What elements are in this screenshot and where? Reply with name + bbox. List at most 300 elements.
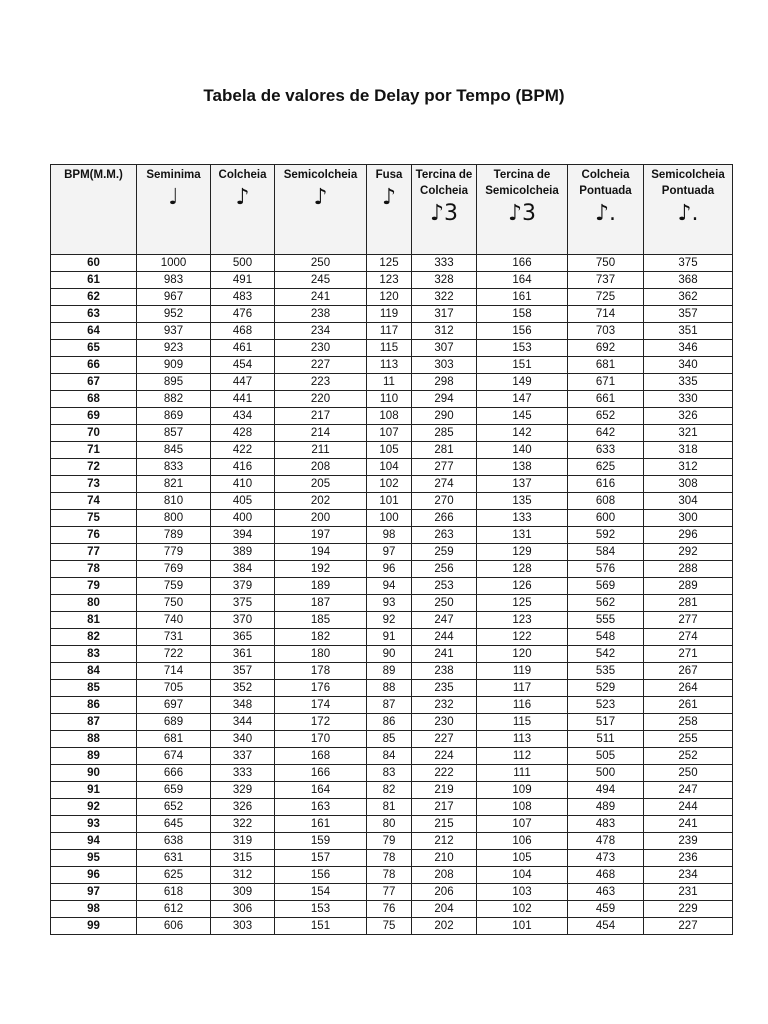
delay-cell: 109 <box>477 782 568 799</box>
delay-cell: 211 <box>275 442 367 459</box>
delay-cell: 271 <box>644 646 733 663</box>
bpm-cell: 75 <box>51 510 137 527</box>
delay-cell: 869 <box>137 408 211 425</box>
delay-cell: 379 <box>211 578 275 595</box>
delay-cell: 461 <box>211 340 275 357</box>
delay-cell: 108 <box>367 408 412 425</box>
delay-cell: 483 <box>568 816 644 833</box>
bpm-cell: 61 <box>51 272 137 289</box>
delay-cell: 164 <box>275 782 367 799</box>
delay-cell: 227 <box>412 731 477 748</box>
table-row <box>51 833 733 850</box>
table-row <box>51 901 733 918</box>
delay-cell: 642 <box>568 425 644 442</box>
bpm-cell: 87 <box>51 714 137 731</box>
delay-cell: 681 <box>137 731 211 748</box>
delay-cell: 202 <box>275 493 367 510</box>
delay-cell: 569 <box>568 578 644 595</box>
table-row <box>51 884 733 901</box>
delay-cell: 176 <box>275 680 367 697</box>
delay-cell: 277 <box>412 459 477 476</box>
delay-cell: 454 <box>568 918 644 935</box>
delay-cell: 292 <box>644 544 733 561</box>
delay-cell: 266 <box>412 510 477 527</box>
bpm-cell: 94 <box>51 833 137 850</box>
delay-cell: 227 <box>275 357 367 374</box>
delay-cell: 697 <box>137 697 211 714</box>
bpm-cell: 99 <box>51 918 137 935</box>
eighth-note-icon: ♪ <box>235 185 250 210</box>
delay-cell: 153 <box>275 901 367 918</box>
table-row <box>51 782 733 799</box>
delay-cell: 671 <box>568 374 644 391</box>
delay-cell: 133 <box>477 510 568 527</box>
delay-cell: 652 <box>568 408 644 425</box>
delay-cell: 833 <box>137 459 211 476</box>
delay-cell: 205 <box>275 476 367 493</box>
delay-cell: 333 <box>211 765 275 782</box>
delay-cell: 312 <box>412 323 477 340</box>
column-header-3 <box>275 165 367 255</box>
delay-cell: 147 <box>477 391 568 408</box>
delay-cell: 779 <box>137 544 211 561</box>
delay-cell: 326 <box>211 799 275 816</box>
column-header-label: Colcheia Pontuada <box>579 169 632 197</box>
delay-cell: 555 <box>568 612 644 629</box>
delay-cell: 78 <box>367 867 412 884</box>
delay-cell: 296 <box>644 527 733 544</box>
delay-cell: 330 <box>644 391 733 408</box>
delay-cell: 722 <box>137 646 211 663</box>
delay-cell: 454 <box>211 357 275 374</box>
delay-cell: 909 <box>137 357 211 374</box>
delay-cell: 357 <box>211 663 275 680</box>
delay-cell: 600 <box>568 510 644 527</box>
delay-cell: 105 <box>367 442 412 459</box>
delay-cell: 247 <box>412 612 477 629</box>
table-row <box>51 697 733 714</box>
delay-cell: 245 <box>275 272 367 289</box>
delay-cell: 307 <box>412 340 477 357</box>
table-row <box>51 476 733 493</box>
delay-cell: 110 <box>367 391 412 408</box>
delay-cell: 344 <box>211 714 275 731</box>
delay-cell: 608 <box>568 493 644 510</box>
bpm-cell: 64 <box>51 323 137 340</box>
delay-cell: 270 <box>412 493 477 510</box>
delay-cell: 542 <box>568 646 644 663</box>
table-row <box>51 918 733 935</box>
delay-cell: 87 <box>367 697 412 714</box>
delay-cell: 288 <box>644 561 733 578</box>
delay-cell: 303 <box>412 357 477 374</box>
delay-cell: 692 <box>568 340 644 357</box>
bpm-cell: 70 <box>51 425 137 442</box>
delay-cell: 290 <box>412 408 477 425</box>
delay-cell: 244 <box>412 629 477 646</box>
delay-cell: 164 <box>477 272 568 289</box>
delay-cell: 90 <box>367 646 412 663</box>
delay-cell: 238 <box>412 663 477 680</box>
column-header-1 <box>137 165 211 255</box>
delay-cell: 241 <box>412 646 477 663</box>
table-row <box>51 357 733 374</box>
delay-cell: 142 <box>477 425 568 442</box>
column-header-7 <box>568 165 644 255</box>
delay-cell: 187 <box>275 595 367 612</box>
delay-cell: 384 <box>211 561 275 578</box>
bpm-cell: 69 <box>51 408 137 425</box>
delay-cell: 505 <box>568 748 644 765</box>
delay-cell: 234 <box>275 323 367 340</box>
delay-cell: 163 <box>275 799 367 816</box>
delay-cell: 217 <box>275 408 367 425</box>
table-header-row <box>51 165 733 255</box>
delay-cell: 210 <box>412 850 477 867</box>
bpm-cell: 63 <box>51 306 137 323</box>
delay-cell: 705 <box>137 680 211 697</box>
delay-cell: 128 <box>477 561 568 578</box>
delay-cell: 821 <box>137 476 211 493</box>
delay-cell: 434 <box>211 408 275 425</box>
delay-cell: 281 <box>412 442 477 459</box>
table-body <box>51 255 733 935</box>
delay-cell: 161 <box>477 289 568 306</box>
delay-cell: 576 <box>568 561 644 578</box>
column-header-8 <box>644 165 733 255</box>
delay-cell: 500 <box>211 255 275 272</box>
delay-cell: 447 <box>211 374 275 391</box>
delay-cell: 317 <box>412 306 477 323</box>
delay-cell: 247 <box>644 782 733 799</box>
delay-cell: 494 <box>568 782 644 799</box>
delay-cell: 229 <box>644 901 733 918</box>
delay-cell: 800 <box>137 510 211 527</box>
delay-cell: 104 <box>367 459 412 476</box>
delay-cell: 261 <box>644 697 733 714</box>
delay-cell: 79 <box>367 833 412 850</box>
delay-cell: 222 <box>412 765 477 782</box>
delay-cell: 241 <box>644 816 733 833</box>
delay-cell: 468 <box>211 323 275 340</box>
table-row <box>51 816 733 833</box>
delay-cell: 375 <box>211 595 275 612</box>
bpm-cell: 90 <box>51 765 137 782</box>
delay-cell: 750 <box>568 255 644 272</box>
delay-cell: 351 <box>644 323 733 340</box>
delay-cell: 174 <box>275 697 367 714</box>
delay-cell: 250 <box>275 255 367 272</box>
delay-cell: 208 <box>275 459 367 476</box>
delay-cell: 166 <box>477 255 568 272</box>
delay-cell: 362 <box>644 289 733 306</box>
delay-cell: 122 <box>477 629 568 646</box>
delay-cell: 253 <box>412 578 477 595</box>
delay-cell: 197 <box>275 527 367 544</box>
delay-cell: 322 <box>211 816 275 833</box>
delay-cell: 212 <box>412 833 477 850</box>
column-header-0 <box>51 165 137 255</box>
column-header-2 <box>211 165 275 255</box>
delay-cell: 652 <box>137 799 211 816</box>
bpm-cell: 78 <box>51 561 137 578</box>
bpm-cell: 86 <box>51 697 137 714</box>
delay-cell: 500 <box>568 765 644 782</box>
delay-cell: 178 <box>275 663 367 680</box>
delay-cell: 416 <box>211 459 275 476</box>
delay-cell: 238 <box>275 306 367 323</box>
delay-cell: 750 <box>137 595 211 612</box>
delay-cell: 241 <box>275 289 367 306</box>
table-row <box>51 323 733 340</box>
delay-cell: 166 <box>275 765 367 782</box>
delay-cell: 145 <box>477 408 568 425</box>
bpm-cell: 76 <box>51 527 137 544</box>
delay-cell: 633 <box>568 442 644 459</box>
delay-cell: 76 <box>367 901 412 918</box>
thirty-second-note-icon: ♪ <box>381 185 397 210</box>
delay-cell: 348 <box>211 697 275 714</box>
delay-cell: 236 <box>644 850 733 867</box>
delay-cell: 335 <box>644 374 733 391</box>
table-row <box>51 408 733 425</box>
delay-cell: 740 <box>137 612 211 629</box>
delay-cell: 845 <box>137 442 211 459</box>
delay-cell: 666 <box>137 765 211 782</box>
delay-cell: 281 <box>644 595 733 612</box>
delay-cell: 101 <box>477 918 568 935</box>
delay-cell: 255 <box>644 731 733 748</box>
delay-cell: 289 <box>644 578 733 595</box>
delay-cell: 137 <box>477 476 568 493</box>
bpm-cell: 77 <box>51 544 137 561</box>
bpm-cell: 98 <box>51 901 137 918</box>
delay-cell: 389 <box>211 544 275 561</box>
delay-cell: 126 <box>477 578 568 595</box>
delay-cell: 681 <box>568 357 644 374</box>
delay-cell: 185 <box>275 612 367 629</box>
table-row <box>51 289 733 306</box>
delay-cell: 326 <box>644 408 733 425</box>
delay-cell: 11 <box>367 374 412 391</box>
delay-cell: 340 <box>644 357 733 374</box>
delay-cell: 98 <box>367 527 412 544</box>
table-row <box>51 646 733 663</box>
delay-cell: 357 <box>644 306 733 323</box>
bpm-cell: 81 <box>51 612 137 629</box>
delay-cell: 138 <box>477 459 568 476</box>
delay-cell: 548 <box>568 629 644 646</box>
delay-cell: 101 <box>367 493 412 510</box>
delay-cell: 759 <box>137 578 211 595</box>
delay-cell: 200 <box>275 510 367 527</box>
delay-cell: 631 <box>137 850 211 867</box>
delay-cell: 153 <box>477 340 568 357</box>
delay-table <box>50 164 733 935</box>
delay-cell: 645 <box>137 816 211 833</box>
column-header-label: Tercina de Semicolcheia <box>485 169 559 197</box>
column-header-label: Semicolcheia Pontuada <box>651 169 725 197</box>
delay-cell: 117 <box>477 680 568 697</box>
delay-cell: 592 <box>568 527 644 544</box>
delay-cell: 263 <box>412 527 477 544</box>
delay-cell: 105 <box>477 850 568 867</box>
bpm-cell: 62 <box>51 289 137 306</box>
delay-cell: 170 <box>275 731 367 748</box>
delay-cell: 219 <box>412 782 477 799</box>
bpm-cell: 80 <box>51 595 137 612</box>
delay-cell: 312 <box>644 459 733 476</box>
delay-cell: 410 <box>211 476 275 493</box>
delay-cell: 308 <box>644 476 733 493</box>
delay-cell: 322 <box>412 289 477 306</box>
delay-cell: 117 <box>367 323 412 340</box>
bpm-cell: 71 <box>51 442 137 459</box>
delay-cell: 459 <box>568 901 644 918</box>
table-row <box>51 680 733 697</box>
delay-cell: 107 <box>367 425 412 442</box>
delay-cell: 400 <box>211 510 275 527</box>
delay-cell: 264 <box>644 680 733 697</box>
delay-cell: 80 <box>367 816 412 833</box>
delay-cell: 156 <box>275 867 367 884</box>
delay-cell: 82 <box>367 782 412 799</box>
bpm-cell: 93 <box>51 816 137 833</box>
delay-cell: 352 <box>211 680 275 697</box>
delay-cell: 119 <box>477 663 568 680</box>
bpm-cell: 89 <box>51 748 137 765</box>
delay-cell: 529 <box>568 680 644 697</box>
delay-cell: 321 <box>644 425 733 442</box>
delay-cell: 857 <box>137 425 211 442</box>
delay-cell: 703 <box>568 323 644 340</box>
delay-cell: 737 <box>568 272 644 289</box>
delay-cell: 689 <box>137 714 211 731</box>
table-row <box>51 527 733 544</box>
delay-cell: 232 <box>412 697 477 714</box>
delay-cell: 882 <box>137 391 211 408</box>
delay-cell: 151 <box>477 357 568 374</box>
delay-cell: 535 <box>568 663 644 680</box>
bpm-cell: 72 <box>51 459 137 476</box>
delay-cell: 111 <box>477 765 568 782</box>
table-row <box>51 306 733 323</box>
table-row <box>51 544 733 561</box>
delay-cell: 182 <box>275 629 367 646</box>
table-row <box>51 867 733 884</box>
delay-cell: 125 <box>367 255 412 272</box>
delay-cell: 250 <box>412 595 477 612</box>
delay-cell: 312 <box>211 867 275 884</box>
delay-cell: 78 <box>367 850 412 867</box>
delay-cell: 91 <box>367 629 412 646</box>
table-row <box>51 799 733 816</box>
sixteenth-triplet-icon: ♪3 <box>507 201 537 226</box>
delay-cell: 92 <box>367 612 412 629</box>
delay-cell: 274 <box>412 476 477 493</box>
delay-cell: 77 <box>367 884 412 901</box>
delay-cell: 422 <box>211 442 275 459</box>
delay-cell: 340 <box>211 731 275 748</box>
table-row <box>51 493 733 510</box>
delay-cell: 112 <box>477 748 568 765</box>
column-header-label: Seminima <box>146 169 201 181</box>
delay-cell: 234 <box>644 867 733 884</box>
bpm-cell: 65 <box>51 340 137 357</box>
table-row <box>51 255 733 272</box>
column-header-label: BPM(M.M.) <box>64 169 123 181</box>
delay-cell: 214 <box>275 425 367 442</box>
delay-cell: 714 <box>568 306 644 323</box>
delay-cell: 346 <box>644 340 733 357</box>
delay-cell: 300 <box>644 510 733 527</box>
delay-cell: 491 <box>211 272 275 289</box>
delay-cell: 102 <box>477 901 568 918</box>
delay-cell: 161 <box>275 816 367 833</box>
eighth-triplet-icon: ♪3 <box>429 201 459 226</box>
delay-cell: 405 <box>211 493 275 510</box>
delay-cell: 156 <box>477 323 568 340</box>
table-row <box>51 612 733 629</box>
bpm-cell: 85 <box>51 680 137 697</box>
table-row <box>51 663 733 680</box>
delay-cell: 468 <box>568 867 644 884</box>
delay-cell: 235 <box>412 680 477 697</box>
delay-cell: 85 <box>367 731 412 748</box>
bpm-cell: 95 <box>51 850 137 867</box>
delay-cell: 180 <box>275 646 367 663</box>
column-header-label: Fusa <box>375 169 403 181</box>
delay-cell: 125 <box>477 595 568 612</box>
delay-cell: 517 <box>568 714 644 731</box>
delay-cell: 306 <box>211 901 275 918</box>
delay-cell: 789 <box>137 527 211 544</box>
delay-cell: 140 <box>477 442 568 459</box>
delay-cell: 106 <box>477 833 568 850</box>
delay-cell: 75 <box>367 918 412 935</box>
sixteenth-note-icon: ♪ <box>313 185 328 210</box>
page-title: Tabela de valores de Delay por Tempo (BPM) <box>203 86 565 105</box>
delay-cell: 375 <box>644 255 733 272</box>
delay-cell: 202 <box>412 918 477 935</box>
delay-cell: 328 <box>412 272 477 289</box>
table-row <box>51 425 733 442</box>
delay-cell: 329 <box>211 782 275 799</box>
bpm-cell: 73 <box>51 476 137 493</box>
delay-cell: 131 <box>477 527 568 544</box>
delay-cell: 277 <box>644 612 733 629</box>
delay-cell: 96 <box>367 561 412 578</box>
table-row <box>51 578 733 595</box>
delay-cell: 217 <box>412 799 477 816</box>
delay-cell: 937 <box>137 323 211 340</box>
table-row <box>51 714 733 731</box>
delay-cell: 256 <box>412 561 477 578</box>
delay-cell: 584 <box>568 544 644 561</box>
bpm-cell: 74 <box>51 493 137 510</box>
delay-cell: 769 <box>137 561 211 578</box>
delay-cell: 104 <box>477 867 568 884</box>
delay-cell: 511 <box>568 731 644 748</box>
delay-cell: 895 <box>137 374 211 391</box>
column-header-label: Colcheia <box>218 169 267 181</box>
column-header-label: Semicolcheia <box>283 169 358 181</box>
delay-cell: 315 <box>211 850 275 867</box>
delay-cell: 810 <box>137 493 211 510</box>
delay-cell: 108 <box>477 799 568 816</box>
bpm-cell: 84 <box>51 663 137 680</box>
bpm-cell: 60 <box>51 255 137 272</box>
